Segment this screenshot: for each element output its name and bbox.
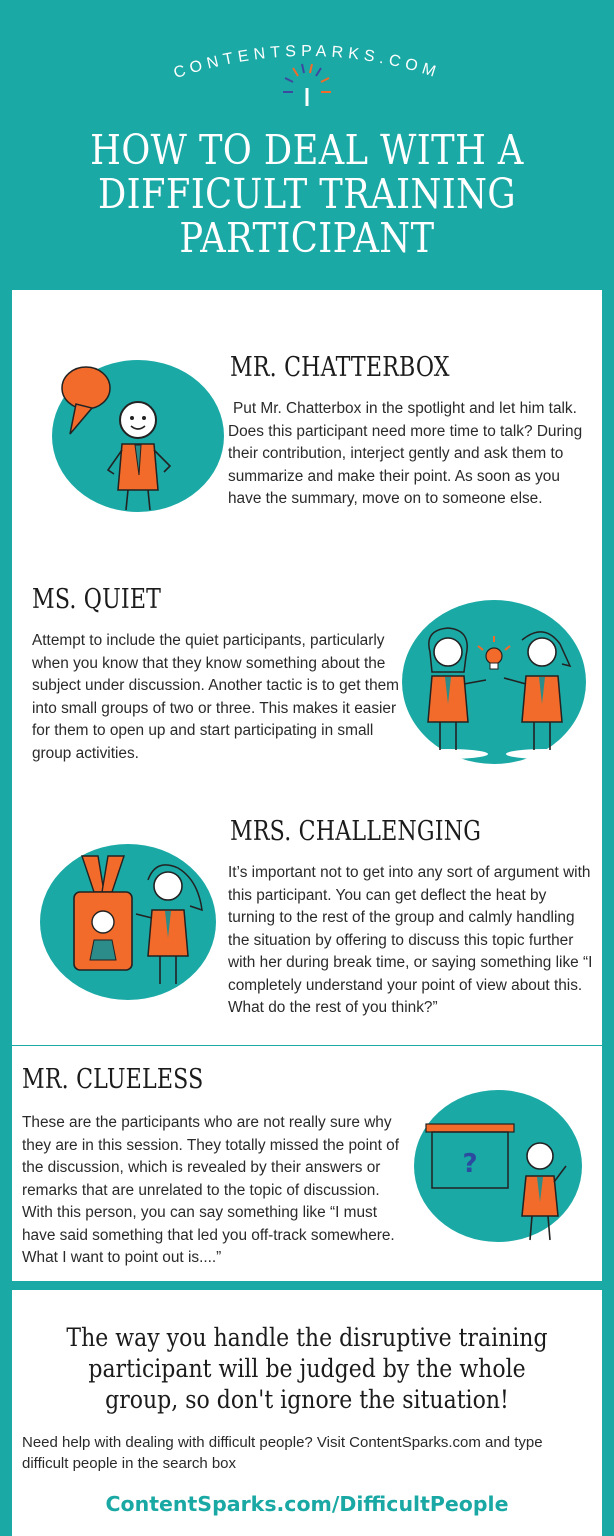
section-title-challenging: MRS. CHALLENGING (230, 816, 482, 847)
section-text-chatterbox: Put Mr. Chatterbox in the spotlight and let him talk. Does this participant need more time to talk? During their contribution, interject gently and ask them to summarize and make their point. As soon as you have the summary, move on to someone else. (228, 400, 583, 507)
section-text-challenging: It’s important not to get into any sort of argument with this participant. You can get deflect the heat by turning to the rest of the group and calmly handling the situation by offering to discuss this topic further with her during break time, or saying something like “I completely understand your point of view about this. What do the rest of you think?” (228, 864, 593, 1016)
clueless-panel (12, 1046, 602, 1281)
closing-line-1: The way you handle the disruptive training (66, 1323, 548, 1352)
spark-icon (283, 64, 331, 106)
title-line-2: DIFFICULT TRAINING (97, 170, 517, 218)
closing-line-3: group, so don't ignore the situation! (105, 1385, 509, 1414)
title-line-3: PARTICIPANT (179, 214, 435, 262)
quiet-illustration (394, 592, 590, 772)
chatterbox-illustration (38, 350, 228, 520)
brand-name: CONTENTSPARKS.COM (171, 42, 443, 83)
help-text: Need help with dealing with difficult people? Visit ContentSparks.com and type difficult people in the search box (22, 1434, 543, 1472)
sections-panel (12, 290, 602, 1045)
closing-panel (12, 1290, 602, 1536)
section-title-chatterbox: MR. CHATTERBOX (230, 352, 450, 383)
clueless-illustration (408, 1084, 584, 1248)
section-title-quiet: MS. QUIET (32, 584, 162, 615)
section-title-clueless: MR. CLUELESS (22, 1064, 204, 1095)
section-text-clueless: These are the participants who are not really sure why they are in this session. They totally missed the point of the discussion, which is revealed by their answers or remarks that are unrelated to the topic of discussion. With this person, you can say something like “I must have said something that led you off-track somewhere. What I want to point out is....” (22, 1114, 399, 1266)
svg-text:?: ? (462, 1149, 478, 1179)
section-text-quiet: Attempt to include the quiet participants, particularly when you know that they know something about the subject under discussion. Another tactic is to get them into small groups of two or three. This makes it easier for them to open up and start participating in small group activities. (32, 632, 400, 762)
brand-header (0, 28, 614, 108)
title-line-1: HOW TO DEAL WITH A (90, 126, 524, 174)
difficult-people-link[interactable]: ContentSparks.com/DifficultPeople (105, 1492, 509, 1516)
closing-statement (47, 1322, 566, 1415)
challenging-illustration (32, 836, 220, 1006)
closing-line-2: participant will be judged by the whole (88, 1354, 526, 1383)
page-title (43, 128, 571, 260)
